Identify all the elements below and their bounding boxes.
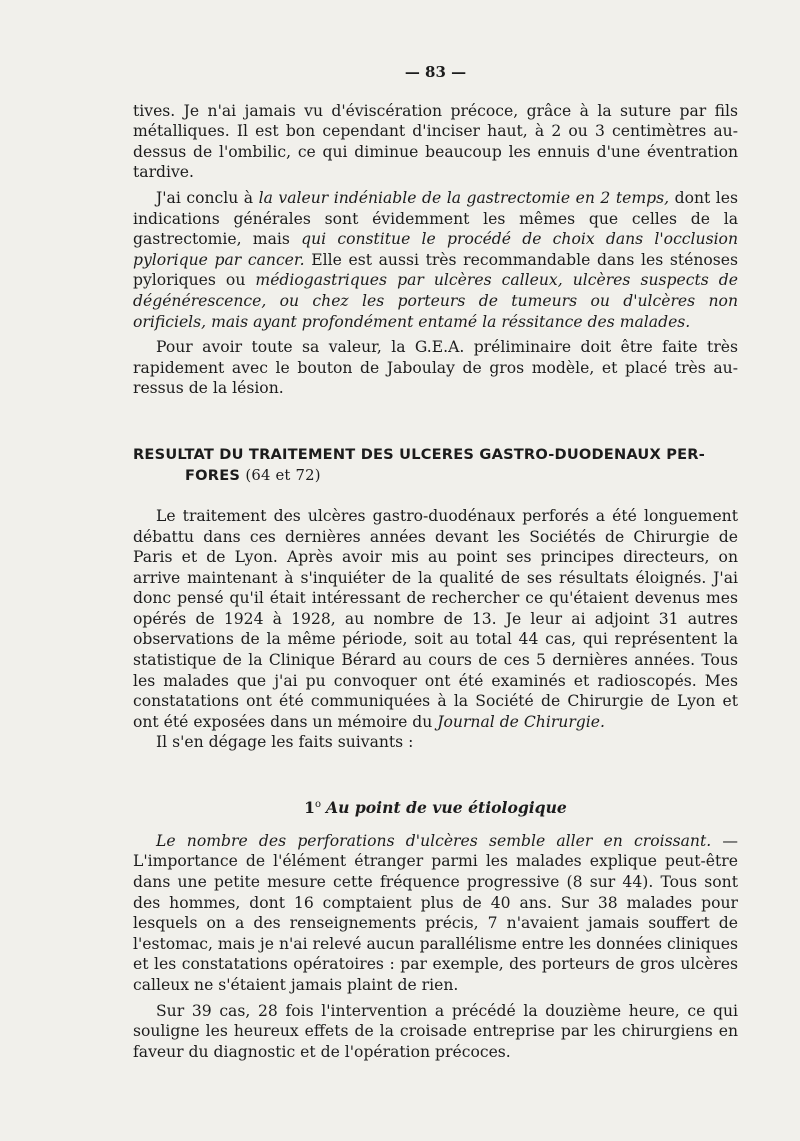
italic-run: Le nombre des perforations d'ulcères semble aller en croissant. [156, 831, 712, 850]
paragraph-gea: Pour avoir toute sa valeur, la G.E.A. préliminaire doit être faite très rapidement avec le bouton de Jaboulay de gros modèle, et placé très au-ressus de la lésion. [133, 338, 738, 398]
section-heading-line1: RESULTAT DU TRAITEMENT DES ULCERES GASTRO-DUODENAUX PER- [133, 445, 705, 463]
subsection-title: Au point de vue étiologique [326, 798, 567, 818]
section-heading [133, 444, 738, 486]
paragraph-conclusion [133, 188, 738, 332]
paragraph-eviscération: tives. Je n'ai jamais vu d'éviscération précoce, grâce à la suture par fils métalliques. Il est bon cependant d'inciser haut, à 2 ou 3 centimètres au-dessus de l'ombilic, ce qui diminue beaucoup les ennuis d'une éventration tardive. [133, 101, 738, 182]
section-heading-word: FORES [185, 466, 241, 484]
paragraph-faits: Il s'en dégage les faits suivants : [156, 733, 414, 752]
italic-run: qui constitue le procédé de choix dans l'occlusion pylorique par cancer. [133, 230, 738, 269]
italic-run: médiogastriques par ulcères calleux, ulcères suspects de dégénérescence, ou chez les porteurs de tumeurs ou d'ulcères non orificiels, mais ayant profondément entamé la réssitance des malades. [133, 271, 738, 331]
text-run: Le traitement des ulcères gastro-duodénaux perforés a été longuement débattu dans ces dernières années devant les Sociétés de Chirurgie de Paris et de Lyon. Après avoir mis au point ses principes directeurs, on arrive maintenant à s'inquiéter de la qualité de ses résultats éloignés. J'ai donc pensé qu'il était intéressant de rechercher ce qu'étaient devenus mes opérés de 1924 à 1928, au nombre de 13. Je leur ai adjoint 31 autres observations de la même période, soit au total 44 cas, qui représentent la statistique de la Clinique Bérard au cours de ces 5 dernières années. Tous les malades que j'ai pu convoquer ont été examinés et radioscopés. Mes constatations ont été communiquées à la Société de Chirurgie de Lyon et ont été exposées dans un mémoire du [133, 506, 738, 731]
text-run: Elle est aussi très recommandable dans les sténoses pyloriques ou [133, 250, 738, 290]
paragraph-intervention: Sur 39 cas, 28 fois l'intervention a précédé la douzième heure, ce qui souligne les heureux effets de la croisade entreprise par les chirurgiens en faveur du diagnostic et de l'opération précoces. [133, 1001, 738, 1061]
subsection-number: 1 [304, 798, 316, 818]
section-heading-refs: (64 et 72) [245, 466, 321, 484]
page-number: — 83 — [404, 63, 467, 81]
text-run: — L'importance de l'élément étranger parmi les malades explique peut-être dans une petite mesure cette fréquence progressive (8 sur 44). Tous sont des hommes, dont 16 comptaient plus de 40 ans. Sur 38 malades pour lesquels on a des renseignements précis, 7 n'avaient jamais souffert de l'estomac, mais je n'ai relevé aucun parallélisme entre les données cliniques et les constatations opératoires : par exemple, des porteurs de gros ulcères calleux ne s'étaient jamais plaint de rien. [133, 831, 738, 994]
paragraph-perforations [133, 831, 738, 996]
subsection-heading [133, 795, 738, 819]
text-run: J'ai conclu à [156, 188, 259, 207]
paragraph-traitement [133, 506, 738, 733]
section-heading-line2 [133, 465, 738, 486]
italic-run: Journal de Chirurgie. [437, 712, 605, 731]
text-run: dont les indications générales sont évidemment les mêmes que celles de la gastrectomie, mais [133, 188, 739, 249]
italic-run: la valeur indéniable de la gastrectomie en 2 temps, [258, 188, 670, 207]
document-page [133, 62, 738, 1062]
subsection-ordinal: o [315, 799, 322, 811]
